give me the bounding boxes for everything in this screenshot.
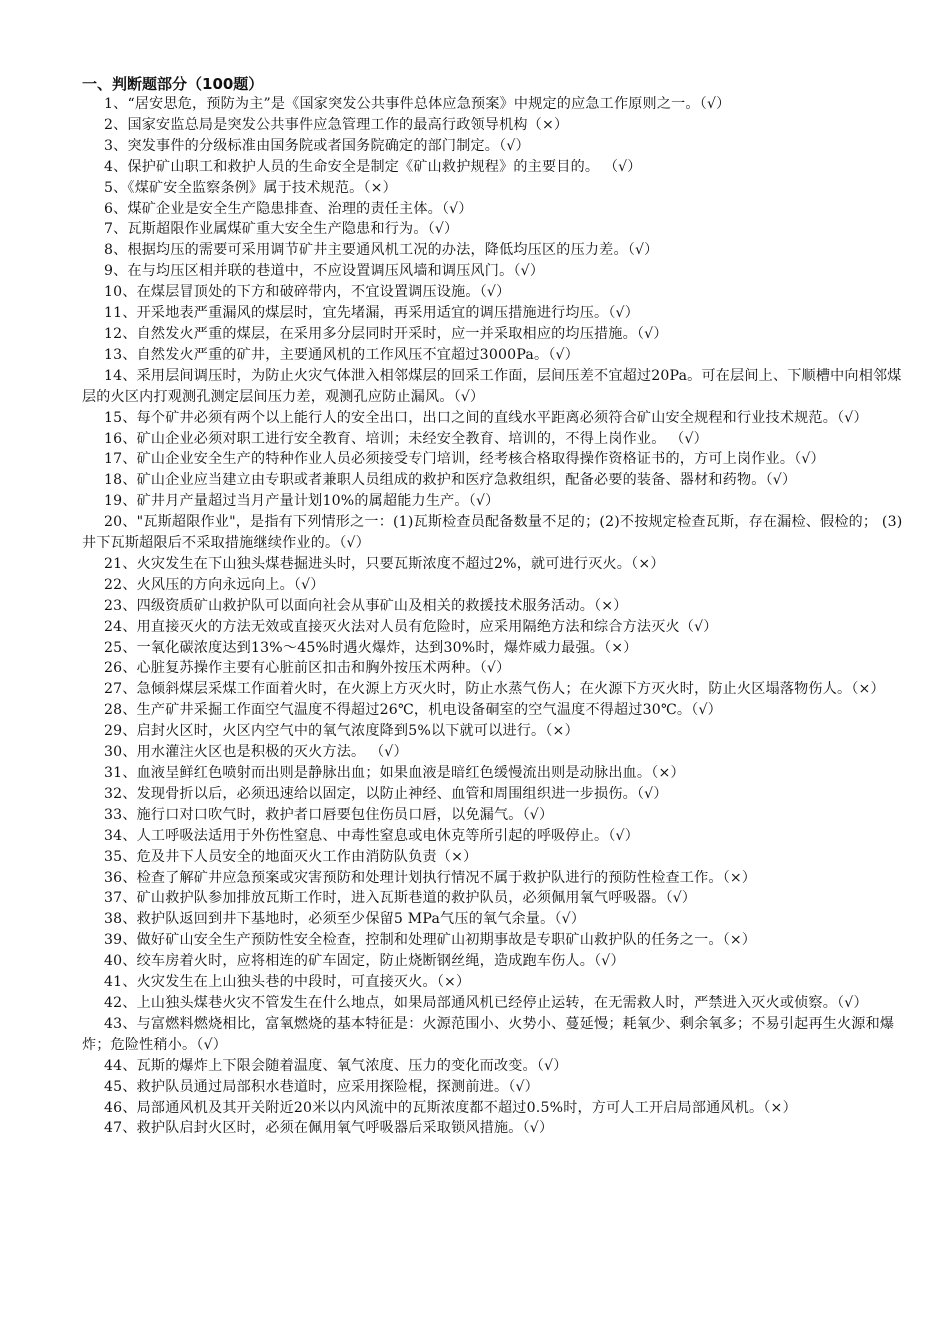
question-item: 4、保护矿山职工和救护人员的生命安全是制定《矿山救护规程》的主要目的。 （√） [104,158,642,175]
question-item: 16、矿山企业必须对职工进行安全教育、培训；未经安全教育、培训的，不得上岗作业。 （√） [104,430,708,447]
question-item: 12、自然发火严重的煤层，在采用多分层同时开采时，应一并采取相应的均压措施。（√） [104,325,668,342]
question-item: 37、矿山救护队参加排放瓦斯工作时，进入瓦斯巷道的救护队员，必须佩用氧气呼吸器。（√） [104,890,697,907]
question-item: 9、在与均压区相并联的巷道中，不应设置调压风墙和调压风门。（√） [104,263,545,280]
question-item: 15、每个矿井必须有两个以上能行人的安全出口，出口之间的直线水平距离必须符合矿山安全规程和行业技术规范。（√） [104,409,868,426]
question-item: 42、上山独头煤巷火灾不管发生在什么地点，如果局部通风机已经停止运转，在无需救人时，严禁进入灭火或侦察。（√） [104,994,868,1011]
question-item: 21、火灾发生在下山独头煤巷掘进头时，只要瓦斯浓度不超过2%，就可进行灭火。（×） [104,555,665,572]
question-item: 47、救护队启封火区时，必须在佩用氧气呼吸器后采取锁风措施。（√） [104,1120,554,1137]
question-item: 33、施行口对口吹气时，救护者口唇要包住伤员口唇，以免漏气。（√） [104,806,554,823]
question-item: 13、自然发火严重的矿井，主要通风机的工作风压不宜超过3000Pa。（√） [104,346,580,363]
question-item: 27、急倾斜煤层采煤工作面着火时，在火源上方灭火时，防止水蒸气伤人；在火源下方灭火时，防止火区塌落物伤人。（×） [104,681,885,698]
question-item: 5、《煤矿安全监察条例》属于技术规范。（×） [104,179,397,196]
question-item: 24、用直接灭火的方法无效或直接灭火法对人员有危险时，应采用隔绝方法和综合方法灭火（√） [104,618,718,635]
question-item: 1、“居安思危，预防为主”是《国家突发公共事件总体应急预案》中规定的应急工作原则之一。（√） [104,96,731,112]
question-item: 30、用水灌注火区也是积极的灭火方法。 （√） [104,744,408,761]
section-title: 一、判断题部分（100题） [82,75,264,93]
question-item: 29、启封火区时，火区内空气中的氧气浓度降到5%以下就可以进行。（×） [104,723,579,740]
question-item: 18、矿山企业应当建立由专职或者兼职人员组成的救护和医疗急救组织，配备必要的装备、器材和药物。（√） [104,472,797,489]
question-item: 40、绞车房着火时，应将相连的矿车固定，防止烧断钢丝绳，造成跑车伤人。（√） [104,953,625,970]
question-item: 14、采用层间调压时，为防止火灾气体泄入相邻煤层的回采工作面，层间压差不宜超过20Pa。可在层间上、下顺槽中向相邻煤层的火区内打观测孔测定层间压力差，观测孔应防止漏风。（√） [82,367,902,405]
question-item: 46、局部通风机及其开关附近20米以内风流中的瓦斯浓度都不超过0.5%时，方可人工开启局部通风机。（×） [104,1099,797,1116]
question-item: 35、危及井下人员安全的地面灭火工作由消防队负责（×） [104,848,478,865]
question-item: 43、与富燃料燃烧相比，富氧燃烧的基本特征是：火源范围小、火势小、蔓延慢；耗氧少、剩余氧多；不易引起再生火源和爆炸；危险性稍小。（√） [82,1015,895,1053]
question-list [82,94,906,1139]
question-item: 45、救护队员通过局部积水巷道时，应采用探险棍，探测前进。（√） [104,1078,539,1095]
question-item: 31、血液呈鲜红色喷射而出则是静脉出血；如果血液是暗红色缓慢流出则是动脉出血。（×） [104,765,685,781]
question-item: 10、在煤层冒顶处的下方和破碎带内，不宜设置调压设施。（√） [104,284,511,301]
question-item: 28、生产矿井采掘工作面空气温度不得超过26℃，机电设备硐室的空气温度不得超过30℃。（√） [104,702,722,719]
question-item: 6、煤矿企业是安全生产隐患排查、治理的责任主体。（√） [104,200,473,217]
question-item: 39、做好矿山安全生产预防性安全检查，控制和处理矿山初期事故是专职矿山救护队的任务之一。（×） [104,932,757,949]
question-item: 36、检查了解矿井应急预案或灾害预防和处理计划执行情况不属于救护队进行的预防性检查工作。（×） [104,869,757,886]
question-item: 19、矿井月产量超过当月产量计划10%的属超能力生产。（√） [104,493,500,510]
question-item: 8、根据均压的需要可采用调节矿井主要通风机工况的办法，降低均压区的压力差。（√） [104,242,659,259]
question-item: 11、开采地表严重漏风的煤层时，宜先堵漏，再采用适宜的调压措施进行均压。（√） [104,305,640,322]
question-item: 23、四级资质矿山救护队可以面向社会从事矿山及相关的救援技术服务活动。（×） [104,597,628,614]
question-item: 34、人工呼吸法适用于外伤性窒息、中毒性窒息或电休克等所引起的呼吸停止。（√） [104,827,640,844]
question-item: 17、矿山企业安全生产的特种作业人员必须接受专门培训，经考核合格取得操作资格证书的，方可上岗作业。（√） [104,451,825,468]
question-item: 38、救护队返回到井下基地时，必须至少保留5 MPa气压的氧气余量。（√） [104,911,586,928]
question-item: 26、心脏复苏操作主要有心脏前区扣击和胸外按压术两种。（√） [104,660,511,677]
question-item: 20、"瓦斯超限作业"，是指有下列情形之一：(1)瓦斯检查员配备数量不足的；(2)不按规定检查瓦斯，存在漏检、假检的； (3)井下瓦斯超限后不采取措施继续作业的。（√） [82,514,903,552]
question-item: 7、瓦斯超限作业属煤矿重大安全生产隐患和行为。（√） [104,221,459,238]
question-item: 44、瓦斯的爆炸上下限会随着温度、氧气浓度、压力的变化而改变。（√） [104,1057,568,1074]
question-item: 32、发现骨折以后，必须迅速给以固定，以防止神经、血管和周围组织进一步损伤。（√） [104,785,668,802]
question-item: 3、突发事件的分级标准由国务院或者国务院确定的部门制定。（√） [104,137,530,154]
question-item: 2、国家安监总局是突发公共事件应急管理工作的最高行政领导机构（×） [104,116,569,133]
question-item: 41、火灾发生在上山独头巷的中段时，可直接灭火。（×） [104,974,471,991]
question-item: 22、火风压的方向永远向上。（√） [104,576,325,593]
question-item: 25、一氧化碳浓度达到13%～45%时遇火爆炸，达到30%时，爆炸威力最强。（×） [104,639,638,656]
